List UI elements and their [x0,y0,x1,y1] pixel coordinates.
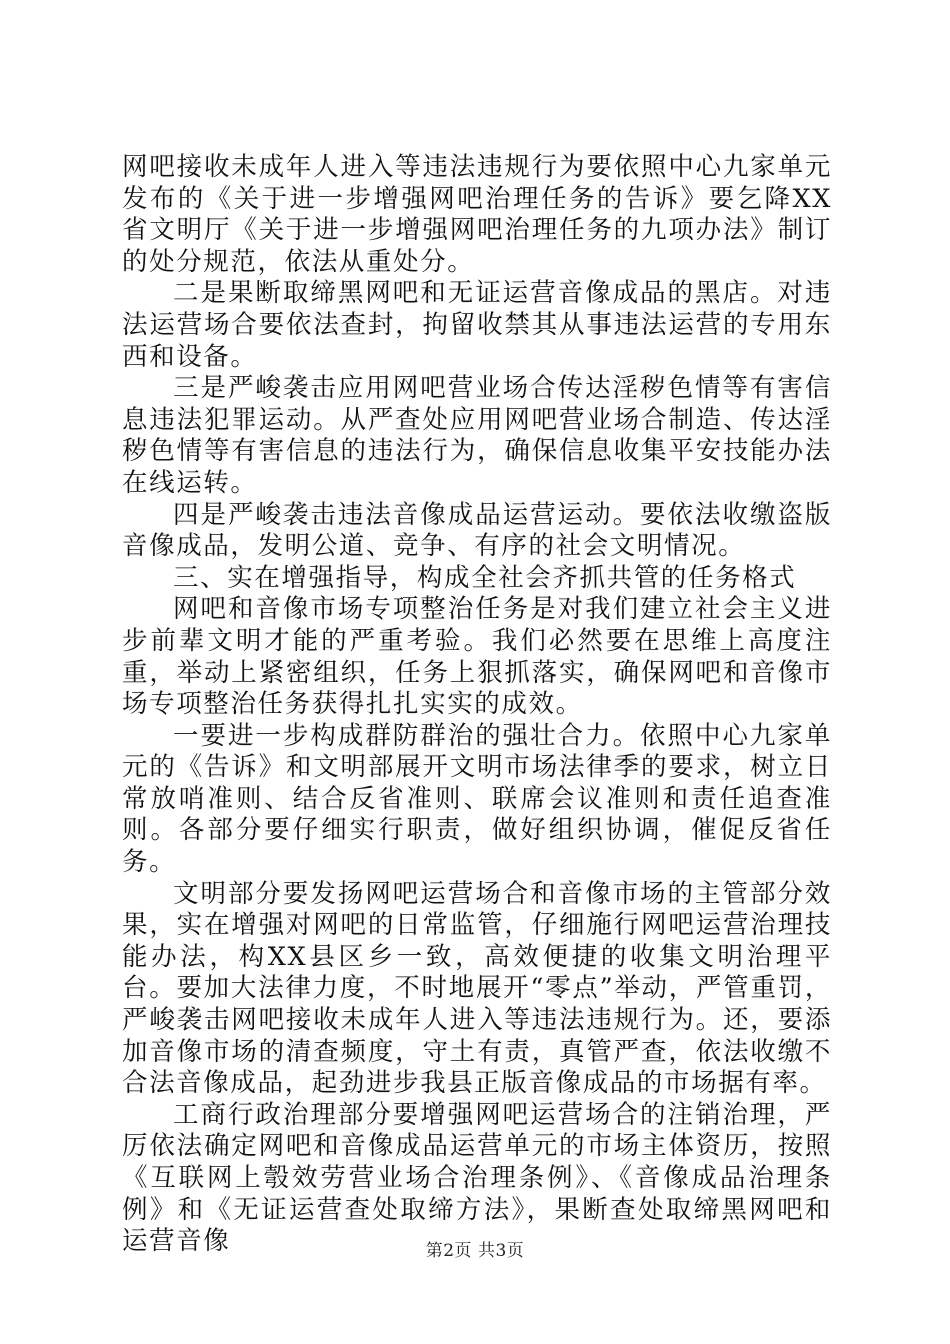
paragraph-1: 网吧接收未成年人进入等违法违规行为要依照中心九家单元发布的《关于进一步增强网吧治理任务的告诉》要乞降XX省文明厅《关于进一步增强网吧治理任务的九项办法》制订的处分规范，依法从重处分。 [122,152,832,277]
paragraph-4: 四是严峻袭击违法音像成品运营运动。要依法收缴盗版音像成品，发明公道、竞争、有序的社会文明情况。 [122,499,832,562]
section-heading: 三、实在增强指导，构成全社会齐抓共管的任务格式 [173,562,797,593]
paragraph-6: 网吧和音像市场专项整治任务是对我们建立社会主义进步前辈文明才能的严重考验。我们必然要在思维上高度注重，举动上紧密组织，任务上狠抓落实，确保网吧和音像市场专项整治任务获得扎扎实实的成效。 [122,594,832,720]
paragraph-3: 三是严峻袭击应用网吧营业场合传达淫秽色情等有害信息违法犯罪运动。从严查处应用网吧营业场合制造、传达淫秽色情等有害信息的违法行为，确保信息收集平安技能办法在线运转。 [122,373,832,498]
page-footer [0,1236,950,1261]
page-number: 第2页 共3页 [425,1241,525,1261]
paragraph-7: 一要进一步构成群防群治的强壮合力。依照中心九家单元的《告诉》和文明部展开文明市场法律季的要求，树立日常放哨准则、结合反省准则、联席会议准则和责任追查准则。各部分要仔细实行职责，做好组织协调，催促反省任务。 [122,720,832,878]
paragraph-8: 文明部分要发扬网吧运营场合和音像市场的主管部分效果，实在增强对网吧的日常监管，仔细施行网吧运营治理技能办法，构XX县区乡一致，高效便捷的收集文明治理平台。要加大法律力度，不时地展开“零点”举动，严管重罚，严峻袭击网吧接收未成年人进入等违法违规行为。还，要添加音像市场的清查频度，守土有责，真管严查，依法收缴不合法音像成品，起劲进步我县正版音像成品的市场据有率。 [122,878,832,1099]
paragraph-9: 工商行政治理部分要增强网吧运营场合的注销治理，严厉依法确定网吧和音像成品运营单元的市场主体资历，按照《互联网上彀效劳营业场合治理条例》、《音像成品治理条例》和《无证运营查处取缔方法》，果断查处取缔黑网吧和运营音像 [122,1099,832,1257]
paragraph-2: 二是果断取缔黑网吧和无证运营音像成品的黑店。对违法运营场合要依法查封，拘留收禁其从事违法运营的专用东西和设备。 [122,278,832,372]
document-body [122,152,832,1258]
